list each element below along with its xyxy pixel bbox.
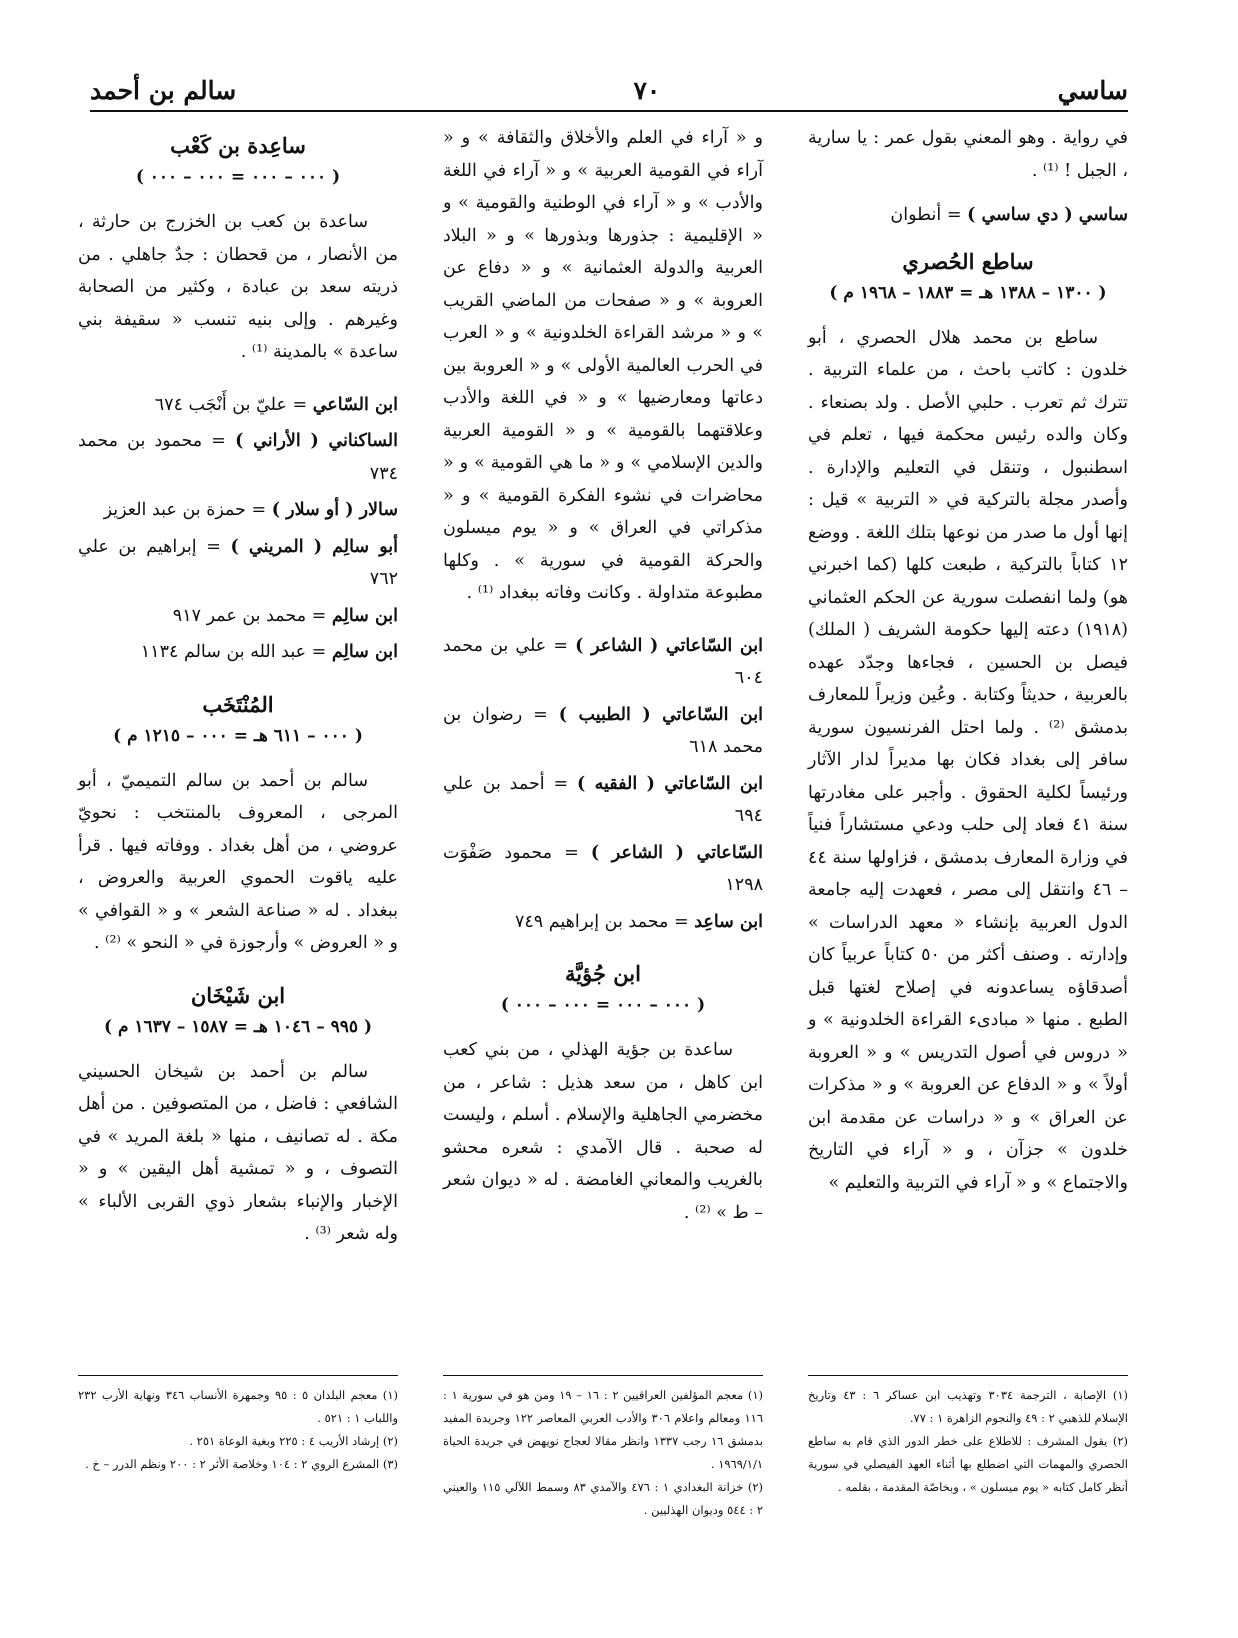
xref-headword: ساسي ( دي ساسي ) bbox=[967, 205, 1128, 225]
cross-reference bbox=[443, 768, 763, 833]
cross-reference bbox=[808, 199, 1128, 232]
xref-target: = علي بن محمد ٦٠٤ bbox=[443, 635, 763, 688]
entry-title: ساعِدة بن كَعْب bbox=[170, 133, 306, 158]
column-left bbox=[78, 122, 398, 1263]
footnote: (١) الإصابة ، الترجمة ٣٠٣٤ وتهذيب ابن عساكر ٦ : ٤٣ وتاريخ الإسلام للذهبي ٢ : ٤٩ والنجوم الزاهرة ١ : ٧٧. bbox=[808, 1388, 1128, 1425]
xref-headword: ابن السّاعاتي ( الفقيه ) bbox=[577, 773, 763, 794]
column-right bbox=[808, 122, 1128, 1211]
xref-headword: ابن سالِم bbox=[331, 642, 398, 662]
entry-body: سالم بن أحمد بن سالم التميميّ ، أبو المرجى ، المعروف بالمنتخب : نحويّ عروضي ، من أهل بغداد . ووفاته فيها . قرأ عليه ياقوت الحموي العربية والعروض ، ببغداد . له « صناعة الشعر » و « القوافي » و « العروض » وأرجوزة في « النحو » ⁽²⁾ . bbox=[78, 770, 398, 953]
footnotes-left bbox=[78, 1375, 398, 1476]
cross-reference bbox=[78, 425, 398, 490]
cross-reference bbox=[443, 906, 763, 939]
footnote: (١) معجم البلدان ٥ : ٩٥ وجمهرة الأنساب ٣٤٦ ونهاية الأرب ٢٣٢ واللباب ١ : ٥٢١ . bbox=[78, 1388, 398, 1425]
entry-title: ابن شَيْخَان bbox=[190, 982, 286, 1008]
xref-target: = محمد بن عمر ٩١٧ bbox=[172, 605, 327, 626]
cross-reference bbox=[443, 699, 763, 764]
xref-target: = إبراهيم بن علي ٧٦٢ bbox=[78, 536, 398, 589]
entry-body: ساعدة بن كعب بن الخزرج بن حارثة ، من الأنصار ، من قحطان : جدٌ جاهلي . من ذريته سعد بن عبادة ، وكثير من الصحابة وغيرهم . وإلى بنيه تنسب « سقيفة بني ساعدة » بالمدينة ⁽¹⁾ . bbox=[78, 212, 398, 362]
xref-headword: ابن سالِم bbox=[331, 605, 398, 626]
cross-reference bbox=[78, 389, 398, 422]
xref-target: = عليّ بن أَنْجَب ٦٧٤ bbox=[154, 394, 308, 415]
column-middle bbox=[443, 122, 763, 1241]
entry-dates: ( ٠٠٠ – ٦١١ هـ = ٠٠٠ – ١٢١٥ م ) bbox=[113, 725, 363, 746]
xref-headword: ابن ساعِد bbox=[694, 911, 763, 932]
page-number: ٧٠ bbox=[633, 75, 661, 105]
footnote: (١) معجم المؤلفين العراقيين ٢ : ١٦ – ١٩ ومن هو في سورية ١ : ١١٦ ومعالم واعلام ٣٠٦ والأدب العربي المعاصر ١٢٢ وجريدة المفيد بدمشق ١٦ رجب ١٣٣٧ وانظر مقالا لعجاج نويهض في جريدة الحياة ١٩٦٩/١/١ . bbox=[443, 1388, 764, 1471]
entry-dates: ( ٠٠٠ – ٠٠٠ = ٠٠٠ – ٠٠٠ ) bbox=[135, 167, 341, 187]
xref-headword: السّاعاتي ( الشاعر ) bbox=[590, 842, 763, 863]
entry-dates: ( ١٣٠٠ – ١٣٨٨ هـ = ١٨٨٣ – ١٩٦٨ م ) bbox=[829, 282, 1107, 303]
xref-target: = عبد الله بن سالم ١١٣٤ bbox=[140, 642, 327, 662]
entry-title: المُنْتَخَب bbox=[202, 691, 274, 717]
entry-body: ساعدة بن جؤية الهذلي ، من بني كعب ابن كاهل ، من سعد هذيل : شاعر ، من مخضرمي الجاهلية والإسلام . أسلم ، وليست له صحبة . قال الآمدي : شعره محشو بالغريب والمعاني الغامضة . له « ديوان شعر – ط » ⁽²⁾ . bbox=[443, 1040, 763, 1223]
running-head-left: سالم بن أحمد bbox=[90, 75, 237, 105]
xref-headword: ابن السّاعاتي ( الشاعر ) bbox=[575, 635, 763, 656]
xref-target: = محمود بن محمد ٧٣٤ bbox=[78, 431, 398, 484]
entry-title: ابن جُؤيَّة bbox=[565, 961, 641, 986]
xref-headword: ابن السّاعي bbox=[312, 394, 398, 415]
continued-text: و « آراء في العلم والأخلاق والثقافة » و « آراء في القومية العربية » و « آراء في اللغة والأدب » و « آراء في الوطنية والقومية » و « الإقليمية : جذورها وبذورها » و « البلاد العربية والدولة العثمانية » و « دفاع عن العروبة » و « صفحات من الماضي القريب » و « مرشد القراءة الخلدونية » و « العرب في الحرب العالمية الأولى » و « العروبة بين دعاتها ومعارضيها » و « في اللغة والأدب وعلاقتهما بالقومية » و « القومية العربية والدين الإسلامي » و « ما هي القومية » و « محاضرات في نشوء الفكرة القومية » و « مذكراتي في العراق » و « يوم ميسلون والحركة القومية في سورية » . وكلها مطبوعة متداولة . وكانت وفاته ببغداد ⁽¹⁾ . bbox=[443, 128, 763, 603]
cross-reference bbox=[78, 494, 398, 527]
footnote: (٢) خزانة البغدادي ١ : ٤٧٦ والآمدي ٨٣ وسمط اللآلي ١١٥ والعيني ٢ : ٥٤٤ وديوان الهذليين . bbox=[443, 1480, 764, 1517]
footnote: (٢) إرشاد الأريب ٤ : ٢٢٥ وبغية الوعاة ٢٥١ . bbox=[189, 1434, 398, 1448]
entry-title: ساطع الحُصري bbox=[902, 248, 1034, 274]
continued-text: في رواية . وهو المعني بقول عمر : يا سارية ، الجبل ! ⁽¹⁾ . bbox=[808, 128, 1128, 181]
entry-dates: ( ٩٩٥ – ١٠٤٦ هـ = ١٥٨٧ – ١٦٣٧ م ) bbox=[103, 1016, 372, 1037]
entry-body: ساطع بن محمد هلال الحصري ، أبو خلدون : كاتب باحث ، من علماء التربية . تترك ثم تعرب . حلبي الأصل . ولد بصنعاء . وكان والده رئيس محكمة فيها ، تعلم في اسطنبول ، وتنقل في التعليم والإدارة . وأصدر مجلة بالتركية في « التربية » قيل : إنها أول ما صدر من نوعها بتلك اللغة . ووضع ١٢ كتاباً بالتركية ، طبعت كلها (كما اخبرني هو) ولما انفصلت سورية عن الحكم العثماني (١٩١٨) دعته إليها حكومة الشريف ( الملك) فيصل بن الحسين ، فجاءها وجدّد عهده بالعربية ، حديثاً وكتابة . وعُين وزيراً للمعارف بدمشق ⁽²⁾ . ولما احتل الفرنسيون سورية سافر إلى بغداد فكان بها مديراً لدار الآثار ورئيساً لكلية الحقوق . وأجبر على مغادرتها سنة ٤١ فعاد إلى حلب ودعي مستشاراً فنياً في وزارة المعارف بدمشق ، فزاولها سنة ٤٤ – ٤٦ وانتقل إلى مصر ، فعهدت إليه جامعة الدول العربية بإنشاء « معهد الدراسات » وإدارته . وصنف أكثر من ٥٠ كتاباً عربياً كان أصدقاؤه يساعدونه في إصلاح لغتها قبل الطبع . منها « مبادىء القراءة الخلدونية » و « دروس في أصول التدريس » و « العروبة أولاً » و « الدفاع عن العروبة » و « مذكرات عن العراق » و « دراسات عن مقدمة ابن خلدون » جزآن ، و « آراء في التاريخ والاجتماع » و « آراء في التربية والتعليم » bbox=[808, 327, 1128, 1193]
xref-target: = محمد بن إبراهيم ٧٤٩ bbox=[514, 911, 689, 932]
xref-target: = أنطوان bbox=[890, 205, 962, 225]
xref-headword: الساكناني ( الأراني ) bbox=[235, 431, 398, 451]
entry-body: سالم بن أحمد بن شيخان الحسيني الشافعي : فاضل ، من المتصوفين . من أهل مكة . له تصانيف ، منها « بلغة المريد » في التصوف ، و « تمشية أهل اليقين » و « الإخبار والإنباء بشعار ذوي القربى الألباء » وله شعر ⁽³⁾ . bbox=[78, 1061, 398, 1244]
xref-target: = محمود صَفْوَت ١٢٩٨ bbox=[443, 842, 763, 895]
cross-reference bbox=[443, 837, 763, 902]
cross-reference bbox=[443, 630, 763, 695]
xref-headword: سالار ( أو سلار ) bbox=[271, 500, 398, 520]
cross-reference bbox=[78, 636, 398, 669]
footnote: (٢) يقول المشرف : للاطلاع على خطر الدور الذي قام به ساطع الحصري والمهمات التي اضطلع بها أثناء العهد الفيصلي في سورية أنظر كامل كتابه « يوم ميسلون » ، وبخاصّة المقدمة ، بقلمه . bbox=[808, 1434, 1128, 1494]
xref-target: = حمزة بن عبد العزيز bbox=[103, 500, 267, 520]
running-head-right: ساسي bbox=[1057, 75, 1128, 105]
entry-dates: ( ٠٠٠ – ٠٠٠ = ٠٠٠ – ٠٠٠ ) bbox=[500, 995, 706, 1015]
xref-headword: أبو سالِم ( المريني ) bbox=[230, 536, 398, 557]
xref-target: = رضوان بن محمد ٦١٨ bbox=[443, 704, 763, 757]
xref-target: = أحمد بن علي ٦٩٤ bbox=[443, 773, 763, 826]
footnotes-right bbox=[808, 1375, 1128, 1499]
page-header bbox=[90, 70, 1128, 112]
cross-reference bbox=[78, 600, 398, 633]
footnotes-middle bbox=[443, 1375, 763, 1522]
xref-headword: ابن السّاعاتي ( الطبيب ) bbox=[558, 704, 763, 725]
cross-reference bbox=[78, 531, 398, 596]
footnote: (٣) المشرع الروي ٢ : ١٠٤ وخلاصة الأثر ٢ : ٢٠٠ ونظم الدرر – خ . bbox=[85, 1457, 398, 1471]
